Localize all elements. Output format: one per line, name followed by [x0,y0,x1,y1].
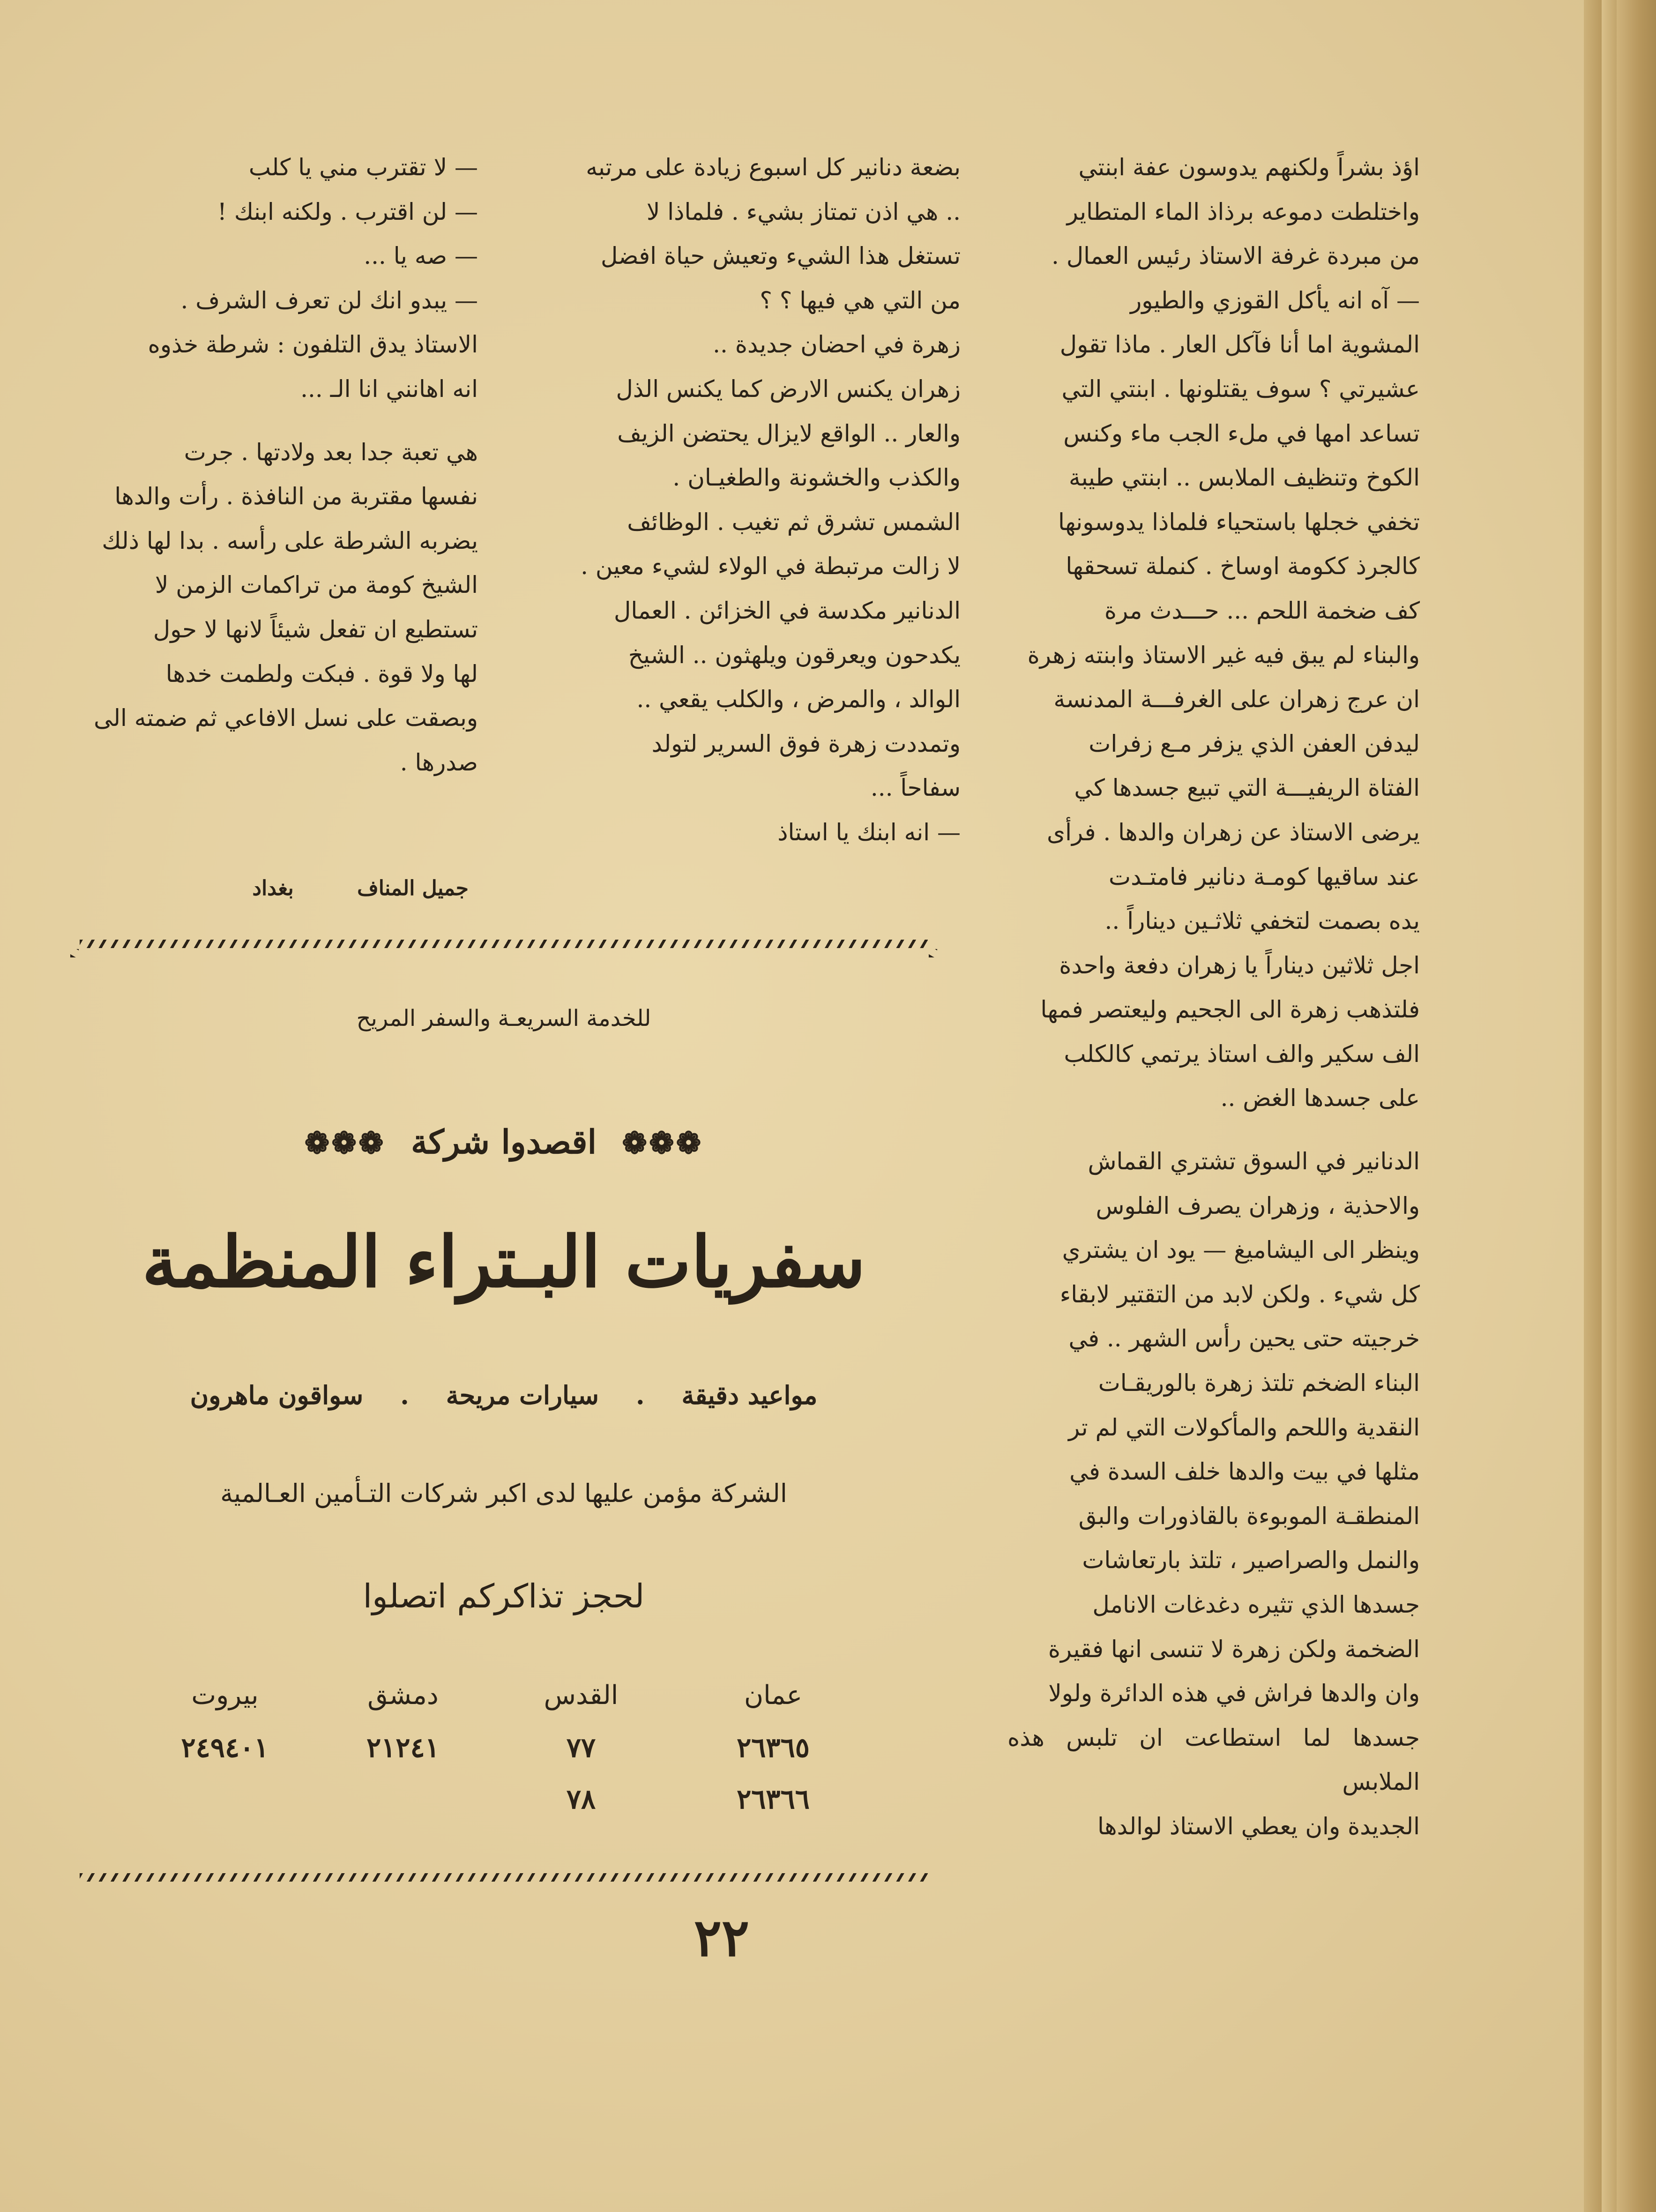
article-line: والعار .. الواقع لايزال يحتضن الزيف [617,419,961,447]
article-line: يضربه الشرطة على رأسه . بدا لها ذلك [102,527,478,554]
ad-border-top [80,940,928,948]
office-phone: ٢٤٩٤٠١ [181,1732,269,1764]
ornament-icon: ❁❁❁ [622,1126,703,1161]
page-edge [1602,0,1617,2212]
article-line: واختلطت دموعه برذاذ الماء المتطاير [1067,198,1420,225]
article-line: لها ولا قوة . فبكت ولطمت خدها [165,660,478,688]
article-line: تخفي خجلها باستحياء فلماذا يدوسونها [1058,508,1420,536]
article-line: الكوخ وتنظيف الملابس .. ابنتي طيبة [1068,464,1420,492]
ornament-icon: ❁❁❁ [304,1126,386,1161]
article-line: من مبردة غرفة الاستاذ رئيس العمال . [1052,242,1420,270]
article-line: يده بصمت لتخفي ثلاثـين ديناراً .. [1104,907,1420,935]
article-line: تساعد امها في ملء الجب ماء وكنس [1063,419,1420,447]
article-line: والبناء لم يبق فيه غير الاستاذ وابنته زهرة [1027,641,1420,669]
ad-border-bottom [80,1873,928,1882]
article-line: جسدها لما استطاعت ان تلبس هذه الملابس [1007,1724,1420,1796]
paragraph-gap [66,411,478,430]
article-line: الجديدة وان يعطي الاستاذ لوالدها [1097,1812,1420,1840]
office-phone: ٢٦٣٦٦ [737,1783,810,1815]
ad-insurance-note: الشركة مؤمن عليها لدى اكبر شركات التـأمين العـالمية [220,1479,787,1508]
article-line: جسدها الذي تثيره دغدغات الانامل [1092,1591,1420,1618]
author-signature [94,876,469,900]
article-line: الشمس تشرق ثم تغيب . الوظائف [627,508,961,536]
article-line: وان والدها فراش في هذه الدائرة ولولا [1048,1680,1420,1707]
article-line: النقدية واللحم والمأكولات التي لم تر [1068,1413,1420,1441]
article-line: بضعة دنانير كل اسبوع زيادة على مرتبه [586,154,961,181]
article-line: صدرها . [400,748,478,776]
office-city-beirut: بيروت [191,1680,259,1711]
article-line: — يبدو انك لن تعرف الشرف . [180,286,478,314]
page-number: ٢٢ [694,1907,750,1968]
article-line: الضخمة ولكن زهرة لا تنسى انها فقيرة [1048,1635,1420,1663]
article-line: يرضى الاستاذ عن زهران والدها . فرأى [1046,818,1420,846]
ad-contact-line [98,1122,909,1161]
article-line: من التي هي فيها ؟ ؟ [760,286,961,314]
article-line: وينظر الى اليشاميغ — يود ان يشتري [1062,1236,1420,1264]
article-line: المنطقـة الموبوءة بالقاذورات والبق [1078,1502,1420,1530]
article-line: والكذب والخشونة والطغيـان . [672,464,961,492]
ad-features [98,1380,909,1410]
ad-feature-separator: . [635,1380,645,1410]
paragraph-gap [1007,1121,1420,1139]
article-line: — لن اقترب . ولكنه ابنك ! [217,198,478,225]
article-line: الفتاة الريفيـــة التي تبيع جسدها كي [1074,774,1420,802]
article-line: لا زالت مرتبطة في الولاء لشيء معين . [581,553,961,580]
ad-tagline: للخدمة السريعـة والسفر المريح [356,1005,651,1031]
article-line: الاستاذ يدق التلفون : شرطة خذوه [148,331,478,359]
article-line: مثلها في بيت والدها خلف السدة في [1069,1458,1420,1486]
article-line: — انه ابنك يا استاذ [777,818,961,846]
article-line: اؤذ بشراً ولكنهم يدوسون عفة ابنتي [1078,154,1420,181]
article-line: زهرة في احضان جديدة .. [713,331,961,359]
ad-booking-heading: لحجز تذاكركم اتصلوا [363,1577,645,1615]
article-column-middle [530,145,961,855]
travel-advertisement [70,940,937,1882]
article-line: تستطيع ان تفعل شيئاً لانها لا حول [153,615,478,643]
office-phone: ٢٦٣٦٥ [737,1732,810,1764]
article-line: وتمددت زهرة فوق السرير لتولد [651,730,961,757]
article-line: وبصقت على نسل الافاعي ثم ضمته الى [94,704,478,732]
article-line: الوالد ، والمرض ، والكلب يقعي .. [636,686,961,713]
office-city-damascus: دمشق [367,1680,439,1711]
article-column-left [66,145,478,785]
article-line: — لا تقترب مني يا كلب [248,154,478,181]
article-line: كالجرذ ككومة اوساخ . كنملة تسحقها [1066,553,1420,580]
office-city-amman: عمان [744,1680,802,1711]
page-edge [1617,0,1656,2212]
article-line: تستغل هذا الشيء وتعيش حياة افضل [601,242,961,270]
office-city-jerusalem: القدس [544,1680,619,1711]
ad-feature: مواعيد دقيقة [681,1380,818,1410]
author-city: بغداد [252,876,294,900]
article-line: الدنانير مكدسة في الخزائن . العمال [614,597,961,624]
office-phone: ٧٧ [566,1732,596,1764]
article-line: اجل ثلاثين ديناراً يا زهران دفعة واحدة [1059,951,1420,979]
ad-feature: سيارات مريحة [446,1380,599,1410]
article-line: فلتذهب زهرة الى الجحيم وليعتصر فمها [1040,996,1420,1024]
article-line: الدنانير في السوق تشتري القماش [1088,1148,1420,1175]
article-line: انه اهانني انا الـ ... [300,375,478,403]
article-line: الشيخ كومة من تراكمات الزمن لا [155,571,478,599]
ad-border-right [929,949,937,957]
ad-contact-text: اقصدوا شركة [410,1122,597,1161]
article-line: عند ساقيها كومـة دنانير فامتـدت [1109,863,1420,890]
office-phone: ٢١٢٤١ [366,1732,440,1764]
article-line: — صه يا ... [364,242,478,270]
ad-feature-separator: . [400,1380,409,1410]
article-line: خرجيته حتى يحين رأس الشهر .. في [1068,1325,1420,1353]
article-line: الف سكير والف استاذ يرتمي كالكلب [1064,1040,1420,1068]
article-line: المشوية اما أنا فآكل العار . ماذا تقول [1059,331,1420,359]
article-line: على جسدها الغض .. [1220,1084,1420,1112]
article-line: يكدحون ويعرقون ويلهثون .. الشيخ [628,641,961,669]
ad-feature: سواقون ماهرون [190,1380,364,1410]
article-line: زهران يكنس الارض كما يكنس الذل [616,375,961,403]
article-line: كف ضخمة اللحم ... حـــدث مرة [1104,597,1420,624]
article-column-right [1007,145,1420,1849]
article-line: كل شيء . ولكن لابد من التقتير لابقاء [1059,1280,1420,1308]
article-line: — آه انه يأكل القوزي والطيور [1130,286,1420,314]
article-line: البناء الضخم تلتذ زهرة بالوريقـات [1098,1369,1420,1397]
ad-border-left [70,949,79,957]
author-name: جميل المناف [357,876,469,900]
article-line: نفسها مقتربة من النافذة . رأت والدها [114,483,478,510]
article-line: ان عرج زهران على الغرفـــة المدنسة [1053,686,1420,713]
article-line: والنمل والصراصير ، تلتذ بارتعاشات [1082,1547,1420,1574]
article-line: .. هي اذن تمتاز بشيء . فلماذا لا [646,198,961,225]
page-edge [1584,0,1602,2212]
article-line: عشيرتي ؟ سوف يقتلونها . ابنتي التي [1061,375,1420,403]
ad-company-name: سفريات البـتراء المنظمة [142,1221,865,1303]
article-line: والاحذية ، وزهران يصرف الفلوس [1096,1192,1420,1219]
article-line: سفاحاً ... [870,774,961,802]
article-line: ليدفن العفن الذي يزفر مـع زفرات [1089,730,1420,757]
article-line: هي تعبة جدا بعد ولادتها . جرت [184,438,478,466]
office-phone: ٧٨ [566,1783,596,1815]
